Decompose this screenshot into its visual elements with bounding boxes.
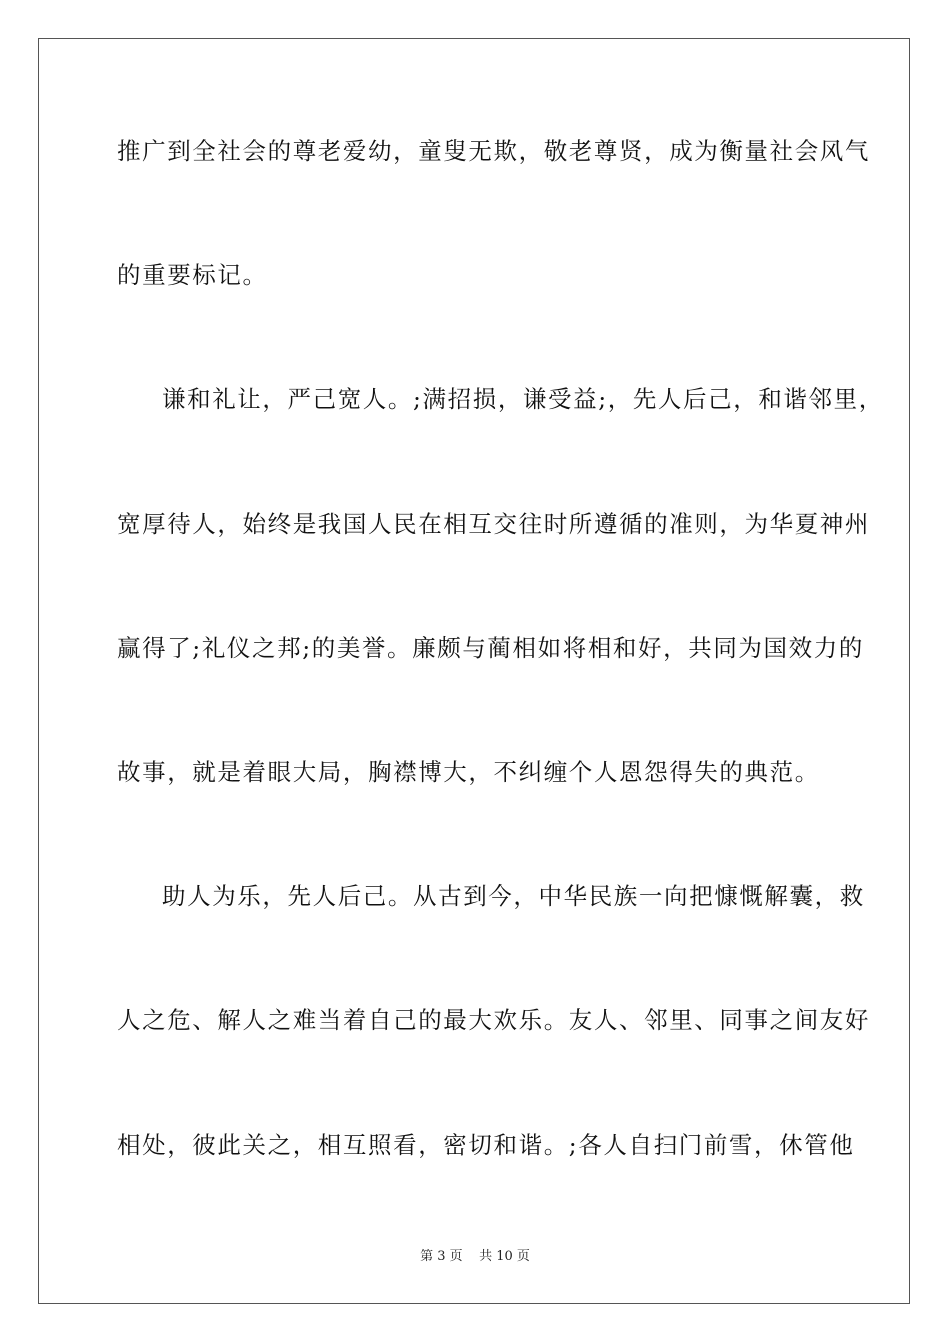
page-number-footer: 第 3 页 共 10 页 [420, 1249, 530, 1264]
text-line: 推广到全社会的尊老爱幼，童叟无欺，敬老尊贤，成为衡量社会风气 [117, 137, 870, 165]
text-line: 人之危、解人之难当着自己的最大欢乐。友人、邻里、同事之间友好 [117, 1006, 870, 1034]
paragraph-start-line: 助人为乐，先人后己。从古到今，中华民族一向把慷慨解囊，救 [162, 882, 865, 910]
text-line: 宽厚待人，始终是我国人民在相互交往时所遵循的准则，为华夏神州 [117, 510, 870, 538]
text-line: 赢得了;礼仪之邦;的美誉。廉颇与蔺相如将相和好，共同为国效力的 [117, 634, 864, 662]
paragraph-start-line: 谦和礼让，严己宽人。;满招损，谦受益;，先人后己，和谐邻里， [162, 385, 884, 413]
text-line: 相处，彼此关之，相互照看，密切和谐。;各人自扫门前雪，休管他 [117, 1131, 855, 1159]
text-line: 故事，就是着眼大局，胸襟博大，不纠缠个人恩怨得失的典范。 [117, 758, 820, 786]
page-border [38, 38, 910, 1304]
text-line: 的重要标记。 [117, 261, 268, 289]
